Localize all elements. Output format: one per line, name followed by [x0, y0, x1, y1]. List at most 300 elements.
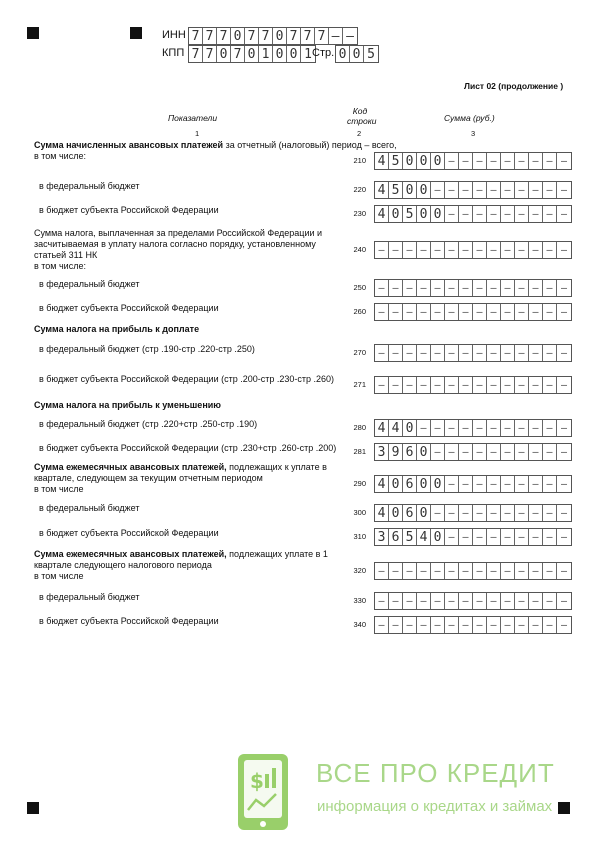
value-cell: – [459, 593, 473, 609]
value-cell: 0 [431, 153, 445, 169]
value-cell: – [501, 593, 515, 609]
row-code: 260 [353, 307, 366, 316]
row-code: 270 [353, 348, 366, 357]
value-cell: – [501, 345, 515, 361]
value-cell: 6 [403, 505, 417, 521]
value-cell: – [487, 563, 501, 579]
col-num-3: 3 [471, 129, 476, 138]
value-cell: – [445, 377, 459, 393]
row-value-cells[interactable] [374, 376, 572, 394]
char-cell: 5 [367, 46, 375, 62]
row-value-cells[interactable] [374, 241, 572, 259]
char-cell: 7 [203, 46, 217, 62]
value-cell: – [389, 563, 403, 579]
row-label-bold: Сумма ежемесячных авансовых платежей, [34, 549, 227, 559]
value-cell: – [560, 347, 568, 359]
value-cell: – [560, 244, 568, 256]
value-cell: 0 [403, 182, 417, 198]
value-cell: – [445, 593, 459, 609]
value-cell: – [403, 563, 417, 579]
value-cell: – [501, 182, 515, 198]
row-code: 240 [353, 245, 366, 254]
value-cell: – [515, 206, 529, 222]
row-value-cells[interactable] [374, 443, 572, 461]
value-cell: – [560, 208, 568, 220]
value-cell: – [445, 563, 459, 579]
value-cell: – [487, 529, 501, 545]
char-cell: 1 [304, 46, 312, 62]
value-cell: – [459, 280, 473, 296]
value-cell: – [431, 444, 445, 460]
value-cell: – [487, 242, 501, 258]
value-cell: – [543, 444, 557, 460]
value-cell: – [459, 304, 473, 320]
value-cell: – [473, 617, 487, 633]
row-code: 340 [353, 620, 366, 629]
value-cell: 0 [417, 182, 431, 198]
value-cell: – [543, 476, 557, 492]
value-cell: – [375, 242, 389, 258]
value-cell: – [473, 182, 487, 198]
value-cell: – [459, 206, 473, 222]
value-cell: – [529, 593, 543, 609]
row-label-text: в федеральный бюджет [39, 503, 140, 513]
value-cell: – [560, 422, 568, 434]
value-cell: – [473, 505, 487, 521]
value-cell: – [473, 304, 487, 320]
kpp-cells [188, 45, 316, 63]
value-cell: – [473, 476, 487, 492]
value-cell: – [487, 476, 501, 492]
value-cell: – [403, 617, 417, 633]
value-cell: 6 [403, 476, 417, 492]
value-cell: 0 [403, 420, 417, 436]
row-label-text: в федеральный бюджет [39, 592, 140, 602]
value-cell: – [459, 420, 473, 436]
char-cell: 7 [217, 28, 231, 44]
value-cell: – [431, 563, 445, 579]
row-label-bold: Сумма начисленных авансовых платежей [34, 140, 224, 150]
row-value-cells[interactable] [374, 303, 572, 321]
value-cell: – [543, 242, 557, 258]
value-cell: – [431, 345, 445, 361]
row-value-cells[interactable] [374, 344, 572, 362]
value-cell: – [445, 420, 459, 436]
value-cell: 5 [389, 153, 403, 169]
value-cell: – [560, 595, 568, 607]
value-cell: – [375, 593, 389, 609]
value-cell: – [417, 563, 431, 579]
value-cell: – [515, 304, 529, 320]
value-cell: – [515, 345, 529, 361]
value-cell: – [431, 182, 445, 198]
value-cell: – [389, 304, 403, 320]
value-cell: – [501, 444, 515, 460]
value-cell: – [389, 280, 403, 296]
row-label-text: в федеральный бюджет (стр .220+стр .250-стр .190) [39, 419, 258, 429]
value-cell: – [417, 304, 431, 320]
watermark-logo-icon [238, 754, 288, 830]
value-cell: – [501, 420, 515, 436]
value-cell: – [543, 182, 557, 198]
value-cell: – [473, 280, 487, 296]
value-cell: – [487, 304, 501, 320]
page-cells [335, 45, 379, 63]
value-cell: – [375, 563, 389, 579]
value-cell: – [501, 242, 515, 258]
value-cell: – [515, 617, 529, 633]
value-cell: – [445, 153, 459, 169]
value-cell: – [487, 153, 501, 169]
value-cell: – [389, 242, 403, 258]
value-cell: – [375, 304, 389, 320]
value-cell: – [487, 377, 501, 393]
value-cell: 0 [431, 529, 445, 545]
row-label-text: в федеральный бюджет [39, 181, 140, 191]
value-cell: – [417, 420, 431, 436]
value-cell: – [501, 617, 515, 633]
value-cell: – [515, 444, 529, 460]
value-cell: – [431, 617, 445, 633]
value-cell: 0 [389, 476, 403, 492]
inn-cells [188, 27, 358, 45]
value-cell: – [417, 617, 431, 633]
value-cell: – [459, 617, 473, 633]
value-cell: – [473, 420, 487, 436]
value-cell: – [459, 444, 473, 460]
row-label [39, 592, 139, 603]
row-label-text: подлежащих уплате в 1 [229, 549, 328, 559]
value-cell: – [389, 617, 403, 633]
value-cell: 4 [375, 420, 389, 436]
value-cell: – [459, 242, 473, 258]
value-cell: 4 [375, 476, 389, 492]
value-cell: – [560, 155, 568, 167]
value-cell: 4 [389, 420, 403, 436]
value-cell: – [501, 476, 515, 492]
kpp-label: КПП [162, 47, 185, 59]
row-label [39, 303, 219, 314]
row-value-cells[interactable] [374, 592, 572, 610]
value-cell: – [445, 444, 459, 460]
value-cell: – [459, 182, 473, 198]
svg-text:$: $ [250, 769, 264, 793]
value-cell: – [543, 153, 557, 169]
corner-marker-bottom-left [27, 802, 39, 814]
value-cell: – [403, 304, 417, 320]
value-cell: – [529, 153, 543, 169]
value-cell: – [445, 529, 459, 545]
value-cell: – [487, 593, 501, 609]
value-cell: – [543, 529, 557, 545]
value-cell: – [473, 444, 487, 460]
char-cell: 0 [350, 46, 364, 62]
row-label-text: в бюджет субъекта Российской Федерации [39, 616, 219, 626]
char-cell: 7 [287, 28, 301, 44]
row-value-cells[interactable] [374, 616, 572, 634]
value-cell: – [487, 617, 501, 633]
char-cell: – [346, 28, 354, 44]
value-cell: – [515, 242, 529, 258]
value-cell: – [473, 529, 487, 545]
row-label [39, 616, 219, 627]
row-code: 280 [353, 423, 366, 432]
value-cell: – [560, 446, 568, 458]
value-cell: 0 [389, 206, 403, 222]
value-cell: – [529, 505, 543, 521]
char-cell: 0 [273, 28, 287, 44]
row-label-line: квартале, следующем за текущим отчетным периодом [34, 473, 263, 483]
value-cell: – [445, 345, 459, 361]
row-label-text: Сумма налога, выплаченная за пределами Российской Федерации и [34, 228, 323, 238]
value-cell: – [515, 563, 529, 579]
value-cell: 4 [375, 206, 389, 222]
value-cell: – [445, 505, 459, 521]
value-cell: 4 [375, 153, 389, 169]
value-cell: – [417, 280, 431, 296]
value-cell: – [515, 420, 529, 436]
row-label-text: подлежащих к уплате в [229, 462, 327, 472]
section-heading: Сумма налога на прибыль к доплате [34, 324, 200, 334]
value-cell: 4 [417, 529, 431, 545]
value-cell: – [487, 505, 501, 521]
value-cell: – [389, 377, 403, 393]
value-cell: – [501, 563, 515, 579]
row-label [39, 443, 336, 454]
row-code: 281 [353, 447, 366, 456]
value-cell: – [445, 242, 459, 258]
row-label [34, 228, 322, 272]
value-cell: – [560, 282, 568, 294]
row-label-text: в бюджет субъекта Российской Федерации [39, 205, 219, 215]
value-cell: – [543, 505, 557, 521]
value-cell: – [403, 345, 417, 361]
value-cell: – [529, 206, 543, 222]
value-cell: – [375, 377, 389, 393]
value-cell: – [515, 505, 529, 521]
row-label [39, 503, 139, 514]
value-cell: – [560, 507, 568, 519]
value-cell: – [403, 280, 417, 296]
row-label [39, 528, 219, 539]
value-cell: 5 [389, 182, 403, 198]
value-cell: – [529, 304, 543, 320]
value-cell: 0 [417, 206, 431, 222]
col-num-2: 2 [357, 129, 362, 138]
value-cell: – [431, 505, 445, 521]
row-code: 320 [353, 566, 366, 575]
char-cell: – [329, 28, 343, 44]
value-cell: – [445, 206, 459, 222]
value-cell: – [529, 529, 543, 545]
value-cell: – [445, 476, 459, 492]
value-cell: – [501, 529, 515, 545]
row-value-cells[interactable] [374, 419, 572, 437]
value-cell: 5 [403, 206, 417, 222]
row-label-line: квартале следующего налогового периода [34, 560, 212, 570]
value-cell: – [473, 242, 487, 258]
char-cell: 0 [231, 28, 245, 44]
value-cell: – [501, 280, 515, 296]
watermark-title: ВСЕ ПРО КРЕДИТ [316, 758, 555, 788]
value-cell: – [459, 529, 473, 545]
corner-marker-top-center [130, 27, 142, 39]
value-cell: – [501, 505, 515, 521]
value-cell: – [473, 345, 487, 361]
value-cell: – [459, 476, 473, 492]
value-cell: – [529, 476, 543, 492]
row-value-cells[interactable] [374, 279, 572, 297]
value-cell: – [473, 153, 487, 169]
row-label-line: засчитываемая в уплату налога согласно порядку, установленному [34, 239, 316, 249]
value-cell: – [515, 182, 529, 198]
value-cell: – [501, 153, 515, 169]
value-cell: 6 [403, 444, 417, 460]
row-value-cells[interactable] [374, 152, 572, 170]
value-cell: 0 [431, 206, 445, 222]
value-cell: 4 [375, 505, 389, 521]
char-cell: 7 [189, 46, 203, 62]
value-cell: – [473, 593, 487, 609]
value-cell: – [473, 563, 487, 579]
value-cell: – [543, 206, 557, 222]
value-cell: – [515, 593, 529, 609]
value-cell: – [487, 182, 501, 198]
row-value-cells[interactable] [374, 562, 572, 580]
value-cell: – [431, 304, 445, 320]
row-label-text: в бюджет субъекта Российской Федерации [39, 528, 219, 538]
row-label-line: статьей 311 НК [34, 250, 98, 260]
value-cell: – [543, 280, 557, 296]
value-cell: – [543, 563, 557, 579]
value-cell: 0 [417, 153, 431, 169]
row-label-line: в том числе: [34, 151, 86, 161]
char-cell: 0 [287, 46, 301, 62]
row-value-cells[interactable] [374, 205, 572, 223]
row-code: 330 [353, 596, 366, 605]
value-cell: – [529, 182, 543, 198]
row-value-cells[interactable] [374, 475, 572, 493]
row-value-cells[interactable] [374, 528, 572, 546]
value-cell: – [459, 345, 473, 361]
value-cell: 0 [417, 476, 431, 492]
value-cell: – [445, 280, 459, 296]
value-cell: – [501, 304, 515, 320]
value-cell: 3 [375, 529, 389, 545]
char-cell: 0 [245, 46, 259, 62]
value-cell: – [403, 377, 417, 393]
value-cell: – [487, 280, 501, 296]
value-cell: 0 [417, 505, 431, 521]
value-cell: – [501, 377, 515, 393]
value-cell: – [529, 280, 543, 296]
value-cell: – [543, 593, 557, 609]
row-code: 230 [353, 209, 366, 218]
value-cell: – [473, 377, 487, 393]
value-cell: – [417, 345, 431, 361]
value-cell: – [529, 345, 543, 361]
char-cell: 7 [245, 28, 259, 44]
value-cell: – [375, 280, 389, 296]
row-code: 290 [353, 479, 366, 488]
value-cell: – [487, 206, 501, 222]
value-cell: – [431, 242, 445, 258]
value-cell: – [560, 478, 568, 490]
value-cell: – [459, 505, 473, 521]
value-cell: – [375, 345, 389, 361]
char-cell: 1 [259, 46, 273, 62]
row-label-text: в бюджет субъекта Российской Федерации (стр .230+стр .260-стр .200) [39, 443, 337, 453]
value-cell: – [445, 617, 459, 633]
col-num-1: 1 [195, 129, 200, 138]
value-cell: – [515, 377, 529, 393]
char-cell: 7 [231, 46, 245, 62]
row-label-text: за отчетный (налоговый) период – всего, [225, 140, 397, 150]
row-label-text: в федеральный бюджет [39, 279, 140, 289]
row-label [39, 374, 334, 385]
value-cell: – [459, 563, 473, 579]
char-cell: 7 [203, 28, 217, 44]
row-value-cells[interactable] [374, 504, 572, 522]
value-cell: – [487, 444, 501, 460]
value-cell: – [560, 619, 568, 631]
value-cell: – [389, 593, 403, 609]
row-code: 210 [353, 156, 366, 165]
value-cell: – [445, 182, 459, 198]
char-cell: 7 [189, 28, 203, 44]
value-cell: – [515, 529, 529, 545]
page-label: Стр. [312, 47, 335, 59]
value-cell: 0 [431, 476, 445, 492]
row-label [39, 279, 139, 290]
value-cell: – [431, 593, 445, 609]
value-cell: – [403, 593, 417, 609]
char-cell: 0 [336, 46, 350, 62]
value-cell: – [375, 617, 389, 633]
value-cell: – [560, 379, 568, 391]
value-cell: 6 [389, 529, 403, 545]
corner-marker-top-left [27, 27, 39, 39]
section-heading: Сумма налога на прибыль к уменьшению [34, 400, 221, 410]
value-cell: – [515, 153, 529, 169]
value-cell: – [459, 153, 473, 169]
col-indicators: Показатели [168, 113, 218, 123]
value-cell: – [529, 377, 543, 393]
value-cell: – [459, 377, 473, 393]
value-cell: – [417, 593, 431, 609]
value-cell: – [473, 206, 487, 222]
value-cell: – [543, 420, 557, 436]
row-label-line: в том числе [34, 484, 84, 494]
value-cell: 0 [389, 505, 403, 521]
row-label [39, 205, 219, 216]
value-cell: – [543, 345, 557, 361]
value-cell: – [487, 420, 501, 436]
value-cell: – [529, 444, 543, 460]
inn-label: ИНН [162, 29, 186, 41]
row-value-cells[interactable] [374, 181, 572, 199]
char-cell: 7 [259, 28, 273, 44]
row-label-bold: Сумма ежемесячных авансовых платежей, [34, 462, 227, 472]
value-cell: – [431, 420, 445, 436]
row-label [34, 549, 328, 582]
value-cell: – [417, 242, 431, 258]
value-cell: – [560, 184, 568, 196]
value-cell: – [515, 280, 529, 296]
row-label [39, 419, 257, 430]
value-cell: – [403, 242, 417, 258]
value-cell: – [560, 531, 568, 543]
